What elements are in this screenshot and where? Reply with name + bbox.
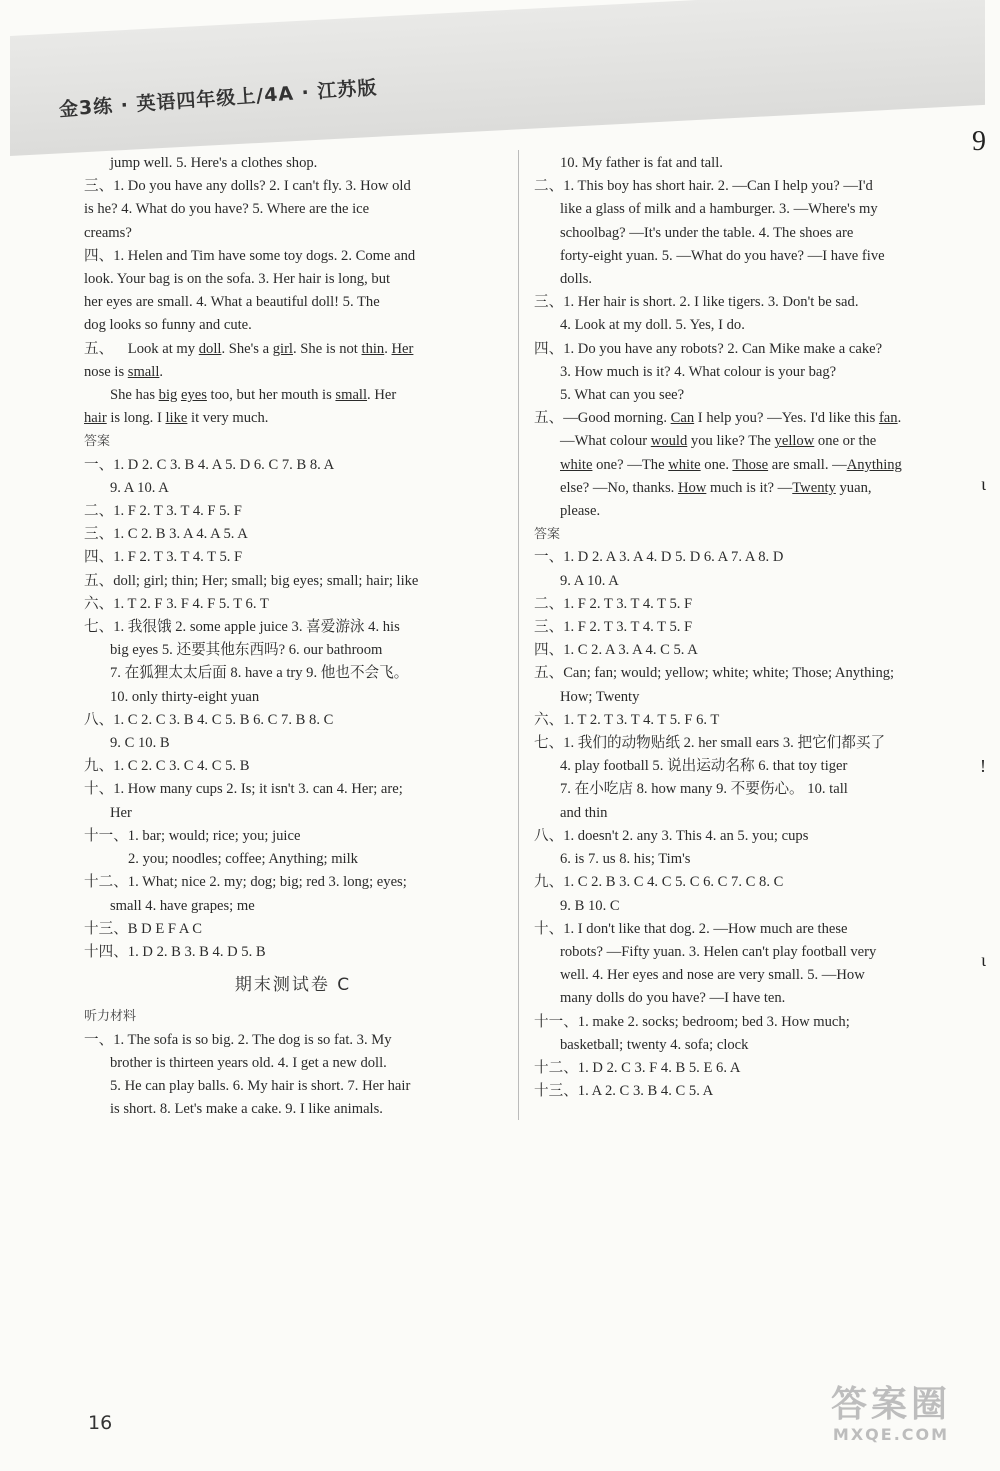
question-number: 九、 xyxy=(534,874,564,891)
line-text: like a glass of milk and a hamburger. 3. —Where's my xyxy=(560,201,878,218)
line-text: 10. only thirty-eight yuan xyxy=(110,688,260,705)
text-line xyxy=(84,662,502,685)
left-column xyxy=(84,152,502,1121)
text-line xyxy=(84,500,502,523)
text-line xyxy=(534,1011,950,1034)
line-text: and thin xyxy=(560,804,608,821)
line-text: 1. I don't like that dog. 2. —How much are these xyxy=(563,920,848,937)
question-number: 十一、 xyxy=(534,1013,578,1030)
line-text: creams? xyxy=(84,224,132,241)
question-number: 十、 xyxy=(84,781,114,798)
line-text: 1. C 2. A 3. A 4. C 5. A xyxy=(563,642,698,659)
line-text: 2. you; noodles; coffee; Anything; milk xyxy=(128,851,358,868)
text-line xyxy=(84,198,502,221)
text-line xyxy=(84,732,502,755)
text-line xyxy=(534,222,950,245)
line-text: B D E F A C xyxy=(127,920,203,937)
text-line xyxy=(534,361,950,384)
text-line xyxy=(534,802,950,825)
right-column xyxy=(534,152,950,1103)
line-text: white one? —The white one. Those are small. —Anything xyxy=(560,456,902,473)
question-number: 四、 xyxy=(534,642,564,659)
text-line xyxy=(534,477,950,500)
question-number: 十三、 xyxy=(534,1083,578,1100)
line-text: 1. Do you have any dolls? 2. I can't fly. 3. How old xyxy=(113,178,411,195)
text-line xyxy=(84,268,502,291)
question-number: 十四、 xyxy=(84,943,128,960)
text-line xyxy=(534,570,950,593)
question-number: 七、 xyxy=(84,619,114,636)
text-line xyxy=(84,291,502,314)
line-text: 1. How many cups 2. Is; it isn't 3. can 4. Her; are; xyxy=(113,781,403,798)
line-text: look. Your bag is on the sofa. 3. Her hair is long, but xyxy=(84,271,391,288)
section-title: 期末测试卷 C xyxy=(234,975,352,996)
line-text: 1. A 2. C 3. B 4. C 5. A xyxy=(577,1083,714,1100)
line-text: 1. make 2. socks; bedroom; bed 3. How much; xyxy=(577,1013,850,1030)
question-number: 五、 xyxy=(534,665,564,682)
line-text: 4. Look at my doll. 5. Yes, I do. xyxy=(560,317,745,334)
line-text: 1. F 2. T 3. T 4. F 5. F xyxy=(113,503,242,520)
line-text: is he? 4. What do you have? 5. Where are the ice xyxy=(84,201,370,218)
text-line xyxy=(534,616,950,639)
question-number: 四、 xyxy=(84,549,114,566)
line-text: dolls. xyxy=(560,271,593,288)
column-divider xyxy=(518,150,519,1120)
text-line xyxy=(84,778,502,801)
question-number: 四、 xyxy=(534,340,564,357)
line-text: 1. doesn't 2. any 3. This 4. an 5. you; cups xyxy=(563,827,809,844)
text-line xyxy=(84,871,502,894)
line-text: She has big eyes too, but her mouth is small. Her xyxy=(110,387,397,404)
line-text: 1. Her hair is short. 2. I like tigers. 3. Don't be sad. xyxy=(563,294,859,311)
line-text: 1. C 2. C 3. B 4. C 5. B 6. C 7. B 8. C xyxy=(113,711,334,728)
line-text: many dolls do you have? —I have ten. xyxy=(560,990,786,1007)
question-number: 十一、 xyxy=(84,827,128,844)
line-text: forty-eight yuan. 5. —What do you have? —I have five xyxy=(560,247,885,264)
text-line xyxy=(534,941,950,964)
text-line xyxy=(534,152,950,175)
text-line xyxy=(534,291,950,314)
line-text: How; Twenty xyxy=(560,688,640,705)
line-text: 1. D 2. C 3. F 4. B 5. E 6. A xyxy=(577,1059,741,1076)
watermark-logo xyxy=(806,1385,976,1451)
text-line xyxy=(534,918,950,941)
line-text: 1. F 2. T 3. T 4. T 5. F xyxy=(563,595,693,612)
line-text: 1. Helen and Tim have some toy dogs. 2. Come and xyxy=(113,247,416,264)
text-line xyxy=(534,175,950,198)
question-number: 二、 xyxy=(84,503,114,520)
text-line xyxy=(84,384,502,407)
line-text: 5. What can you see? xyxy=(560,387,685,404)
watermark-text: 答案圈 xyxy=(830,1384,951,1425)
question-number: 九、 xyxy=(84,758,114,775)
line-text: 7. 在狐狸太太后面 8. have a try 9. 他也不会飞。 xyxy=(110,665,409,682)
text-line xyxy=(84,523,502,546)
text-line xyxy=(84,639,502,662)
text-line xyxy=(84,593,502,616)
line-text: 1. 我很饿 2. some apple juice 3. 喜爱游泳 4. his xyxy=(113,619,400,636)
text-line xyxy=(534,454,950,477)
text-line xyxy=(534,732,950,755)
line-text: brother is thirteen years old. 4. I get a new doll. xyxy=(110,1054,387,1071)
page-header-title: 金3练 · 英语四年级上/4A · 江苏版 xyxy=(58,76,379,121)
text-line xyxy=(84,802,502,825)
text-line xyxy=(534,1057,950,1080)
margin-mark-2: ɩ xyxy=(981,474,986,494)
text-line xyxy=(534,407,950,430)
line-text: 1. The sofa is so big. 2. The dog is so fat. 3. My xyxy=(113,1031,392,1048)
line-text: —Good morning. Can I help you? —Yes. I'd like this fan. xyxy=(563,410,902,427)
line-text: 3. How much is it? 4. What colour is your bag? xyxy=(560,363,837,380)
text-line xyxy=(534,268,950,291)
text-line xyxy=(84,407,502,430)
question-number: 五、 xyxy=(84,340,114,357)
text-line xyxy=(84,895,502,918)
question-number: 十、 xyxy=(534,920,564,937)
section-label: 答案 xyxy=(84,434,111,450)
margin-mark-1: 9 xyxy=(972,126,986,157)
line-text: hair is long. I like it very much. xyxy=(84,410,269,427)
question-number: 七、 xyxy=(534,735,564,752)
question-number: 十二、 xyxy=(534,1059,578,1076)
text-line xyxy=(84,1052,502,1075)
line-text: small 4. have grapes; me xyxy=(110,897,255,914)
text-line xyxy=(534,639,950,662)
text-line xyxy=(84,338,502,361)
text-line xyxy=(534,662,950,685)
question-number: 三、 xyxy=(534,294,564,311)
text-line xyxy=(534,987,950,1010)
header-band xyxy=(10,0,985,156)
text-line xyxy=(84,709,502,732)
text-line xyxy=(84,848,502,871)
text-line xyxy=(534,430,950,453)
text-line xyxy=(84,570,502,593)
text-line xyxy=(534,384,950,407)
line-text: 1. C 2. B 3. A 4. A 5. A xyxy=(113,526,248,543)
line-text: 1. bar; would; rice; you; juice xyxy=(127,827,301,844)
line-text: 4. play football 5. 说出运动名称 6. that toy tiger xyxy=(560,758,848,775)
line-text: well. 4. Her eyes and nose are very small. 5. —How xyxy=(560,967,865,984)
question-number: 三、 xyxy=(84,526,114,543)
text-line xyxy=(534,778,950,801)
text-line xyxy=(84,152,502,175)
line-text: 1. What; nice 2. my; dog; big; red 3. long; eyes; xyxy=(127,874,407,891)
question-number: 十二、 xyxy=(84,874,128,891)
line-text: basketball; twenty 4. sofa; clock xyxy=(560,1036,749,1053)
line-text: Look at my doll. She's a girl. She is not thin. Her xyxy=(113,340,414,357)
text-line xyxy=(534,314,950,337)
text-line xyxy=(84,175,502,198)
line-text: 1. D 2. A 3. A 4. D 5. D 6. A 7. A 8. D xyxy=(563,549,784,566)
text-line xyxy=(84,941,502,964)
line-text: 1. C 2. C 3. C 4. C 5. B xyxy=(113,758,250,775)
text-line xyxy=(84,245,502,268)
text-line xyxy=(534,895,950,918)
text-line xyxy=(534,245,950,268)
line-text: 6. is 7. us 8. his; Tim's xyxy=(560,851,691,868)
line-text: 9. C 10. B xyxy=(110,735,170,752)
line-text: 1. T 2. T 3. T 4. T 5. F 6. T xyxy=(563,711,720,728)
question-number: 二、 xyxy=(534,178,564,195)
section-label: 答案 xyxy=(534,527,561,543)
line-text: schoolbag? —It's under the table. 4. The shoes are xyxy=(560,224,854,241)
text-line xyxy=(84,546,502,569)
line-text: please. xyxy=(560,503,601,520)
line-text: 1. D 2. B 3. B 4. D 5. B xyxy=(127,943,266,960)
line-text: Her xyxy=(110,804,132,821)
margin-mark-3: ! xyxy=(980,756,986,776)
text-line xyxy=(84,1029,502,1052)
text-line xyxy=(534,825,950,848)
line-text: else? —No, thanks. How much is it? —Twenty yuan, xyxy=(560,479,872,496)
text-line xyxy=(534,755,950,778)
text-line xyxy=(534,198,950,221)
text-line xyxy=(84,1098,502,1121)
text-line xyxy=(84,222,502,245)
line-text: 9. A 10. A xyxy=(110,479,169,496)
section-label: 听力材料 xyxy=(84,1009,137,1025)
line-text: doll; girl; thin; Her; small; big eyes; small; hair; like xyxy=(113,572,419,589)
question-number: 五、 xyxy=(84,572,114,589)
question-number: 六、 xyxy=(534,711,564,728)
line-text: 10. My father is fat and tall. xyxy=(560,155,723,171)
line-text: is short. 8. Let's make a cake. 9. I like animals. xyxy=(110,1101,383,1118)
question-number: 一、 xyxy=(534,549,564,566)
text-line xyxy=(84,477,502,500)
text-line xyxy=(534,338,950,361)
text-line xyxy=(84,755,502,778)
line-text: nose is small. xyxy=(84,363,164,380)
text-line xyxy=(84,825,502,848)
line-text: 1. D 2. C 3. B 4. A 5. D 6. C 7. B 8. A xyxy=(113,456,335,473)
line-text: 5. He can play balls. 6. My hair is short. 7. Her hair xyxy=(110,1077,411,1094)
line-text: 7. 在小吃店 8. how many 9. 不要伤心。 10. tall xyxy=(560,781,848,798)
line-text: Can; fan; would; yellow; white; white; Those; Anything; xyxy=(563,665,895,682)
text-line xyxy=(534,871,950,894)
text-line xyxy=(534,964,950,987)
question-number: 三、 xyxy=(84,178,114,195)
line-text: —What colour would you like? The yellow one or the xyxy=(560,433,877,450)
line-text: robots? —Fifty yuan. 3. Helen can't play football very xyxy=(560,943,877,960)
page-number: 16 xyxy=(88,1412,113,1434)
question-number: 一、 xyxy=(84,1031,114,1048)
text-line xyxy=(84,616,502,639)
text-line xyxy=(84,314,502,337)
line-text: 1. F 2. T 3. T 4. T 5. F xyxy=(113,549,243,566)
question-number: 二、 xyxy=(534,595,564,612)
line-text: 1. Do you have any robots? 2. Can Mike make a cake? xyxy=(563,340,883,357)
line-text: 9. B 10. C xyxy=(560,897,620,914)
question-number: 六、 xyxy=(84,595,114,612)
question-number: 一、 xyxy=(84,456,114,473)
margin-mark-4: ɩ xyxy=(981,950,986,970)
line-text: dog looks so funny and cute. xyxy=(84,317,252,334)
text-line xyxy=(534,1034,950,1057)
text-line xyxy=(534,686,950,709)
question-number: 五、 xyxy=(534,410,564,427)
text-line xyxy=(534,1080,950,1103)
text-line xyxy=(84,454,502,477)
text-line xyxy=(84,918,502,941)
question-number: 四、 xyxy=(84,247,114,264)
line-text: jump well. 5. Here's a clothes shop. xyxy=(110,155,318,171)
watermark-url: MXQE.COM xyxy=(832,1425,950,1444)
question-number: 八、 xyxy=(534,827,564,844)
text-line xyxy=(534,500,950,523)
line-text: 1. This boy has short hair. 2. —Can I help you? —I'd xyxy=(563,178,873,195)
text-line xyxy=(84,1075,502,1098)
line-text: 9. A 10. A xyxy=(560,572,619,589)
line-text: 1. C 2. B 3. C 4. C 5. C 6. C 7. C 8. C xyxy=(563,874,784,891)
line-text: big eyes 5. 还要其他东西吗? 6. our bathroom xyxy=(110,642,383,659)
text-line xyxy=(534,593,950,616)
line-text: 1. 我们的动物贴纸 2. her small ears 3. 把它们都买了 xyxy=(563,735,886,752)
question-number: 三、 xyxy=(534,619,564,636)
line-text: her eyes are small. 4. What a beautiful doll! 5. The xyxy=(84,294,380,311)
text-line xyxy=(84,361,502,384)
question-number: 十三、 xyxy=(84,920,128,937)
line-text: 1. F 2. T 3. T 4. T 5. F xyxy=(563,619,693,636)
text-line xyxy=(534,848,950,871)
question-number: 八、 xyxy=(84,711,114,728)
text-line xyxy=(534,709,950,732)
line-text: 1. T 2. F 3. F 4. F 5. T 6. T xyxy=(113,595,269,612)
text-line xyxy=(534,546,950,569)
text-line xyxy=(84,686,502,709)
